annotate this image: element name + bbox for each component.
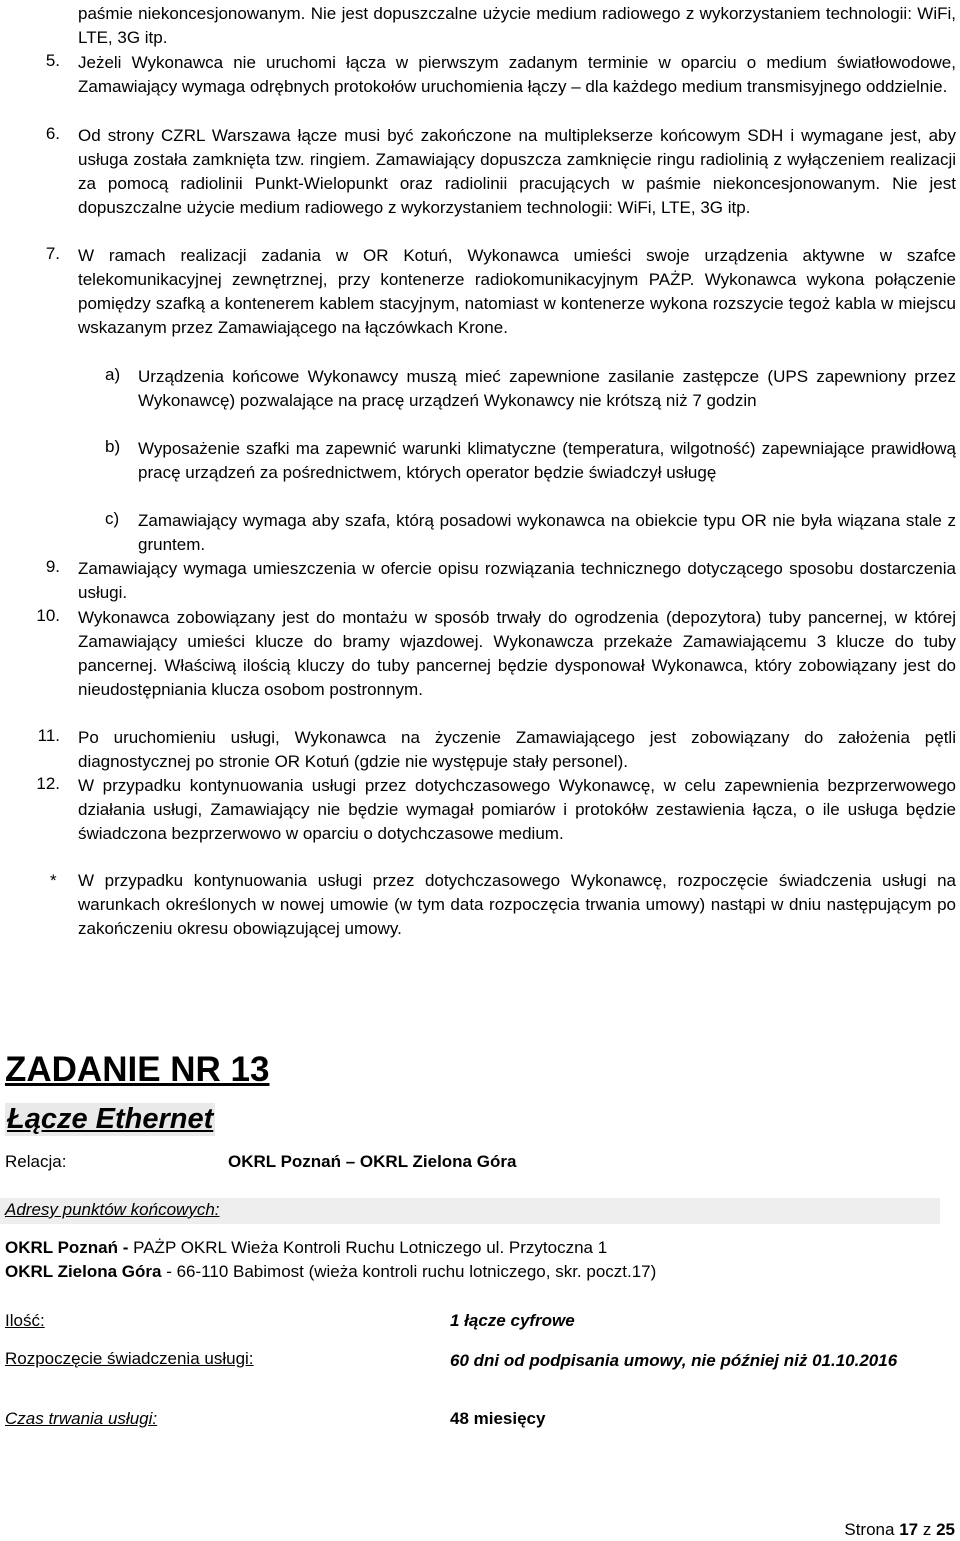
item-number: 12. — [36, 774, 60, 793]
ilosc-label: Ilość: — [5, 1311, 45, 1330]
item-text: Jeżeli Wykonawca nie uruchomi łącza w pierwszym zadanym terminie w oparciu o medium światłowodowe, Zamawiający wymaga odrębnych protokołów uruchomienia łączy – dla każdego medium transmisyjnego oddzielnie. — [78, 53, 956, 97]
page-of: z — [922, 1520, 932, 1539]
item-number: 11. — [37, 726, 60, 745]
address-2-name: OKRL Zielona Góra — [5, 1262, 162, 1281]
subitem-letter: a) — [105, 365, 121, 384]
relacja-value: OKRL Poznań – OKRL Zielona Góra — [228, 1152, 517, 1171]
page-prefix: Strona — [844, 1520, 895, 1539]
start-label: Rozpoczęcie świadczenia usługi: — [5, 1349, 254, 1368]
item-text: W przypadku kontynuowania usługi przez dotychczasowego Wykonawcę, w celu zapewnienia bezprzerwowego działania usługi, Zamawiający nie będzie wymagał pomiarów i protokółw zestawienia łącza, o ile usługa będzie świadczona bezprzerwowo w oparciu o dotychczasowe medium. — [78, 776, 956, 844]
intro-paragraph: paśmie niekoncesjonowanym. Nie jest dopuszczalne użycie medium radiowego z wykorzystaniem technologii: WiFi, LTE, 3G itp. — [78, 4, 956, 48]
duration-label: Czas trwania usługi: — [5, 1409, 158, 1428]
address-1-detail: PAŻP OKRL Wieża Kontroli Ruchu Lotniczego ul. Przytoczna 1 — [128, 1238, 608, 1257]
address-line-1 — [5, 1238, 607, 1258]
address-1-name: OKRL Poznań - — [5, 1238, 129, 1257]
subitem-letter: b) — [105, 437, 121, 456]
relacja-label: Relacja: — [5, 1152, 67, 1171]
item-text: Po uruchomieniu usługi, Wykonawca na życzenie Zamawiającego jest zobowiązany do założenia pętli diagnostycznej po stronie OR Kotuń (gdzie nie występuje stały personel). — [78, 728, 956, 772]
task-title: ZADANIE NR 13 — [5, 1050, 270, 1089]
item-text: W ramach realizacji zadania w OR Kotuń, Wykonawca umieści swoje urządzenia aktywne w szafce telekomunikacyjnej zewnętrznej, przy kontenerze radiokomunikacyjnym PAŻP. Wykonawca wykona połączenie pomiędzy szafką a kontenerem kablem stacyjnym, natomiast w kontenerze wykona rozszycie tegoż kabla w miejscu wskazanym przez Zamawiającego na łączówkach Krone. — [78, 246, 956, 338]
item-number: 10. — [36, 606, 60, 625]
item-text: Zamawiający wymaga umieszczenia w ofercie opisu rozwiązania technicznego dotyczącego sposobu dostarczenia usługi. — [78, 559, 956, 603]
item-number: 6. — [45, 124, 60, 143]
address-line-2 — [5, 1262, 656, 1282]
asterisk: * — [50, 871, 57, 890]
ilosc-value: 1 łącze cyfrowe — [450, 1311, 575, 1330]
page-number: 17 — [899, 1520, 919, 1539]
footnote — [50, 869, 956, 941]
item-number: 5. — [45, 51, 60, 70]
page-total: 25 — [936, 1520, 955, 1539]
subitem-text: Wyposażenie szafki ma zapewnić warunki klimatyczne (temperatura, wilgotność) zapewniające prawidłową pracę urządzeń za pośrednictwem, których operator będzie świadczył usługę — [138, 439, 956, 483]
item-text: Od strony CZRL Warszawa łącze musi być zakończone na multiplekserze końcowym SDH i wymagane jest, aby usługa została zamknięta tzw. ringiem. Zamawiający dopuszcza zamknięcie ringu radiolinią z wyłączeniem realizacji za pomocą radiolinii Punkt-Wielopunkt oraz radiolinii pracujących w paśmie niekoncesjonowanym. Nie jest dopuszczalne użycie medium radiowego z wykorzystaniem technologii: WiFi, LTE, 3G itp. — [78, 126, 956, 218]
item-number: 9. — [45, 557, 60, 576]
subitem-text: Urządzenia końcowe Wykonawcy muszą mieć zapewnione zasilanie zastępcze (UPS zapewniony przez Wykonawcę) pozwalające na pracę urządzeń Wykonawcy nie krótszą niż 7 godzin — [138, 367, 956, 411]
adresy-label: Adresy punktów końcowych: — [5, 1200, 220, 1219]
page-footer — [844, 1520, 955, 1540]
item-text: Wykonawca zobowiązany jest do montażu w sposób trwały do ogrodzenia (depozytora) tuby pancernej, w której Zamawiający umieści klucze do bramy wjazdowej. Wykonawcza przekaże Zamawiającemu 3 klucze do tuby pancernej. Właściwą ilością kluczy do tuby pancernej będzie dysponował Wykonawca, który zobowiązany jest do nieudostępniania klucza osobom postronnym. — [78, 608, 956, 700]
item-number: 7. — [45, 244, 60, 263]
footnote-text: W przypadku kontynuowania usługi przez dotychczasowego Wykonawcę, rozpoczęcie świadczenia usługi na warunkach określonych w nowej umowie (w tym data rozpoczęcia trwania umowy) nastąpi w dniu następującym po zakończeniu okresu obowiązującej umowy. — [78, 871, 956, 938]
duration-value: 48 miesięcy — [450, 1409, 546, 1428]
start-value: 60 dni od podpisania umowy, nie później niż 01.10.2016 — [450, 1351, 898, 1370]
address-2-detail: - 66-110 Babimost (wieża kontroli ruchu lotniczego, skr. poczt.17) — [161, 1262, 657, 1281]
subitem-letter: c) — [105, 509, 120, 528]
task-subtitle: Łącze Ethernet — [7, 1103, 214, 1135]
subitem-text: Zamawiający wymaga aby szafa, którą posadowi wykonawca na obiekcie typu OR nie była wiązana stale z gruntem. — [138, 511, 956, 555]
